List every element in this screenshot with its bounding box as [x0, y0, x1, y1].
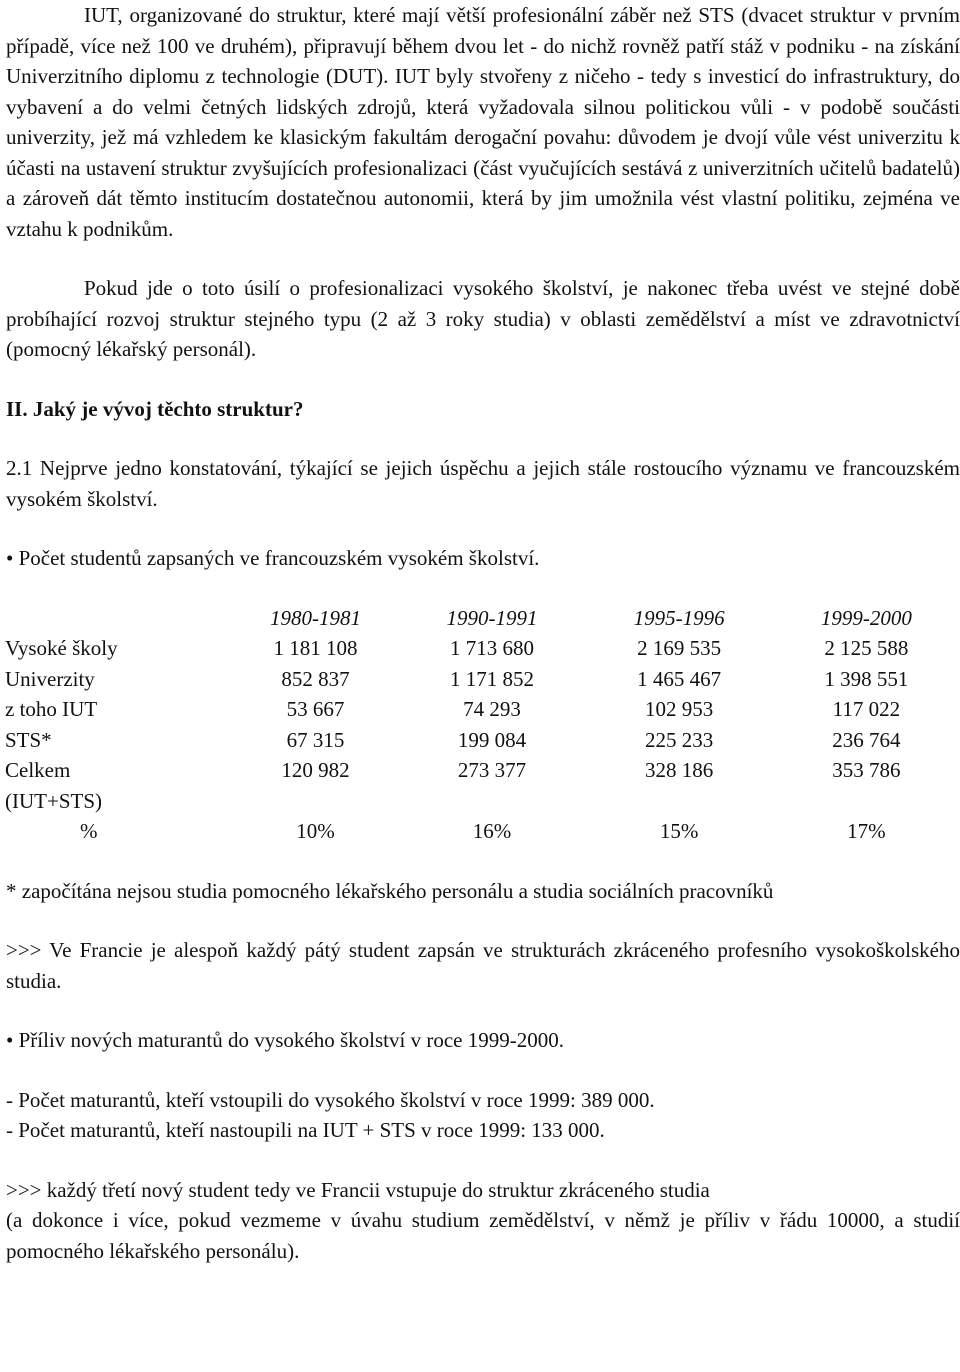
table-row [5, 725, 960, 756]
table-cell: 16% [472, 819, 512, 843]
spacer [6, 514, 960, 543]
conclusion-note: (a dokonce i více, pokud vezmeme v úvahu studium zemědělství, v němž je příliv v řádu 10000, a studií pomocného lékařského personálu). [6, 1208, 960, 1263]
column-header: 1999-2000 [820, 605, 912, 630]
table-cell: 2 169 535 [637, 636, 722, 660]
table-cell: 852 837 [281, 666, 350, 691]
list-item: - Počet maturantů, kteří nastoupili na IUT + STS v roce 1999: 133 000. [6, 1118, 605, 1142]
table-row [5, 664, 960, 695]
column-header: 1990-1991 [446, 605, 538, 630]
table-cell: 15% [659, 819, 699, 843]
table-cell: 67 315 [286, 727, 345, 752]
column-header: 1995-1996 [633, 605, 725, 630]
table-row [5, 786, 960, 817]
table-cell: 1 713 680 [450, 636, 534, 660]
table-corner [5, 603, 233, 634]
row-label-sub: (IUT+STS) [5, 788, 103, 813]
table-row [5, 816, 960, 847]
table-cell: 1 465 467 [637, 666, 722, 691]
document-page [6, 0, 960, 1266]
spacer [6, 996, 960, 1025]
spacer [6, 1146, 960, 1175]
conclusion-line: >>> každý třetí nový student tedy ve Francii vstupuje do struktur zkráceného studia [6, 1177, 710, 1202]
spacer [6, 574, 960, 603]
table-row [5, 633, 960, 664]
row-label: Univerzity [5, 666, 95, 691]
row-label: STS* [5, 727, 52, 752]
spacer [6, 1056, 960, 1085]
spacer [6, 244, 960, 273]
list-item: - Počet maturantů, kteří vstoupili do vysokého školství v roce 1999: 389 000. [6, 1087, 655, 1112]
table-cell: 17% [847, 819, 886, 843]
table-cell: 10% [296, 819, 335, 843]
table-cell: 273 377 [457, 758, 527, 782]
row-label: % [80, 819, 98, 843]
table-header-row [5, 603, 960, 634]
table-cell: 225 233 [645, 727, 714, 752]
spacer [6, 365, 960, 394]
students-table [5, 603, 960, 847]
spacer [6, 424, 960, 453]
table-cell: 117 022 [832, 697, 901, 721]
row-label: z toho IUT [5, 697, 98, 721]
table-cell: 1 171 852 [450, 666, 534, 691]
table-cell: 236 764 [832, 727, 901, 752]
table-row [5, 694, 960, 725]
section-heading: II. Jaký je vývoj těchto struktur? [6, 396, 304, 421]
table-cell: 2 125 588 [824, 636, 909, 660]
table-cell: 353 786 [832, 758, 901, 782]
paragraph-profesionalizace: Pokud jde o toto úsilí o profesionalizaci vysokého školství, je nakonec třeba uvést ve stejné době probíhající rozvoj struktur stejného typu (2 až 3 roky studia) v oblasti zemědělství a míst ve zdravotnictví (pomocný lékařský personál). [6, 276, 960, 361]
paragraph-konstatovani: 2.1 Nejprve jedno konstatování, týkající se jejich úspěchu a jejich stále rostoucího významu ve francouzském vysokém školství. [6, 456, 960, 511]
conclusion-paragraph: >>> Ve Francie je alespoň každý pátý student zapsán ve strukturách zkráceného profesního vysokoškolského studia. [6, 938, 960, 993]
table-cell: 1 181 108 [273, 636, 358, 660]
table-cell: 199 084 [457, 727, 527, 752]
footnote: * započítána nejsou studia pomocného lékařského personálu a studia sociálních pracovníků [6, 878, 774, 903]
spacer [6, 847, 960, 876]
column-header: 1980-1981 [270, 605, 362, 630]
table-cell: 102 953 [645, 697, 714, 721]
row-label: Vysoké školy [5, 636, 118, 660]
table-cell: 120 982 [281, 758, 350, 782]
table-cell: 53 667 [286, 697, 345, 721]
paragraph-iut: IUT, organizované do struktur, které mají větší profesionální záběr než STS (dvacet struktur v prvním případě, více než 100 ve druhém), připravují během dvou let - do nichž rovněž patří stáž v podniku - na získání Univerzitního diplomu z technologie (DUT). IUT byly stvořeny z ničeho - tedy s investicí do infrastruktury, do vybavení a do velmi četných lidských zdrojů, která vyžadovala silnou politickou vůli - v podobě součásti univerzity, jež má vzhledem ke klasickým fakultám derogační povahu: důvodem je dvojí vůle vést univerzitu k účasti na ustavení struktur zvyšujících profesionalizaci (část vyučujících sestává z univerzitních učitelů badatelů) a zároveň dát těmto institucím dostatečnou autonomii, která by jim umožnila vést vlastní politiku, zejména ve vztahu k podnikům. [6, 3, 960, 241]
bullet-pocet-studentu: • Počet studentů zapsaných ve francouzském vysokém školství. [6, 543, 960, 574]
row-label: Celkem [5, 758, 71, 782]
table-cell: 74 293 [463, 697, 521, 721]
table-cell: 1 398 551 [824, 666, 909, 691]
table-cell: 328 186 [645, 758, 714, 782]
bullet-priliv: • Příliv nových maturantů do vysokého školství v roce 1999-2000. [6, 1025, 960, 1056]
table-row [5, 755, 960, 786]
spacer [6, 906, 960, 935]
